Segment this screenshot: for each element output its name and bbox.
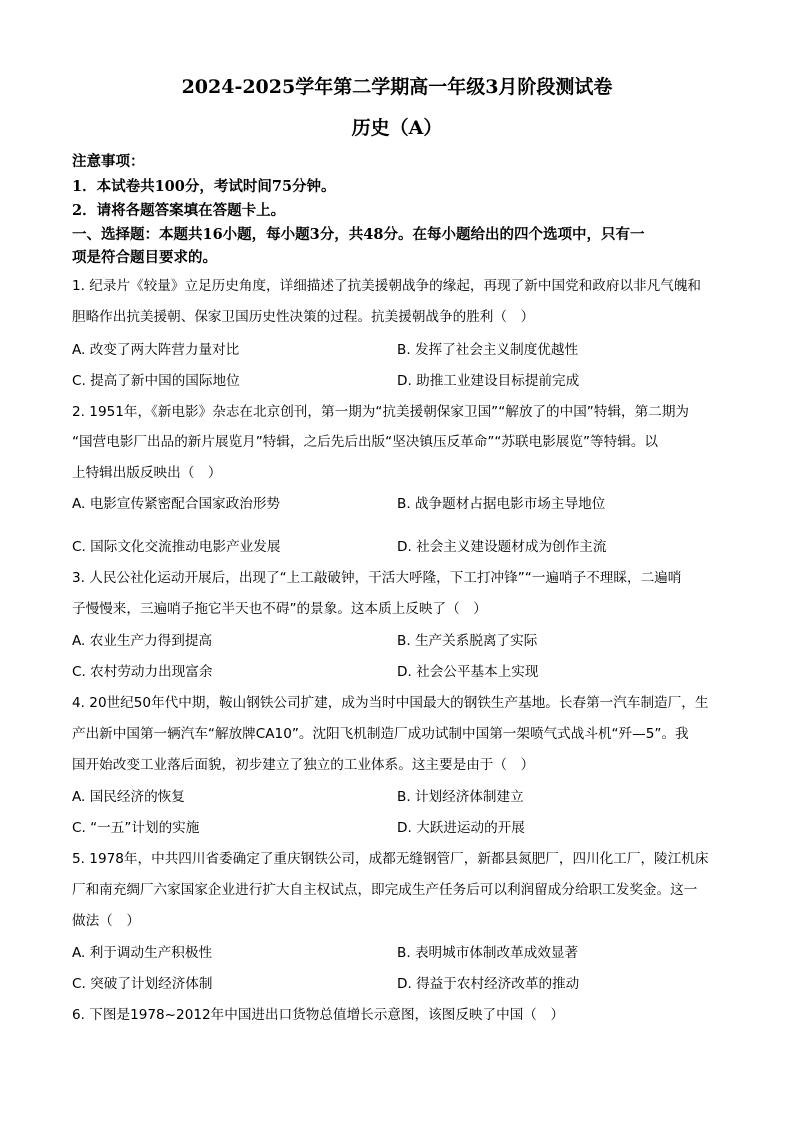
question-5-option-a: A. 利于调动生产积极性 [72, 945, 213, 961]
question-4-text: 4. 20世纪50年代中期，鞍山钢铁公司扩建，成为当时中国最大的钢铁生产基地。长春第一汽车制造厂，生 [72, 695, 709, 711]
question-2-text: “国营电影厂出品的新片展览月”特辑，之后先后出版“坚决镇压反革命”“苏联电影展览”等特辑。以 [72, 434, 659, 450]
note-item: 2．请将各题答案填在答题卡上。 [72, 202, 286, 219]
question-1-text: 胆略作出抗美援朝、保家卫国历史性决策的过程。抗美援朝战争的胜利（ ） [72, 309, 535, 325]
exam-title: 2024-2025学年第二学期高一年级3月阶段测试卷 [181, 76, 613, 98]
question-5-option-c: C. 突破了计划经济体制 [72, 976, 213, 992]
note-item: 1．本试卷共100分，考试时间75分钟。 [72, 178, 336, 195]
question-2-option-c: C. 国际文化交流推动电影产业发展 [72, 539, 281, 555]
question-4-option-d: D. 大跃进运动的开展 [397, 820, 525, 836]
question-4-option-c: C. “一五”计划的实施 [72, 820, 200, 836]
question-1-option-a: A. 改变了两大阵营力量对比 [72, 342, 240, 358]
question-5-option-d: D. 得益于农村经济改革的推动 [397, 976, 580, 992]
question-3-text: 子慢慢来，三遍哨子拖它半天也不碍”的景象。这本质上反映了（ ） [72, 601, 487, 617]
question-1-option-c: C. 提高了新中国的国际地位 [72, 373, 240, 389]
notes-heading: 注意事项： [72, 153, 145, 170]
question-3-text: 3. 人民公社化运动开展后，出现了“上工敲破钟，干活大呼隆，下工打冲锋”“一遍哨子不理睬，二遍哨 [72, 570, 682, 586]
question-2-option-b: B. 战争题材占据电影市场主导地位 [397, 496, 606, 512]
question-3-option-b: B. 生产关系脱离了实际 [397, 633, 538, 649]
question-5-text: 5. 1978年，中共四川省委确定了重庆钢铁公司，成都无缝钢管厂，新都县氮肥厂，四川化工厂，陵江机床 [72, 851, 709, 867]
question-3-option-a: A. 农业生产力得到提高 [72, 633, 213, 649]
question-4-option-a: A. 国民经济的恢复 [72, 789, 185, 805]
question-1-text: 1. 纪录片《较量》立足历史角度，详细描述了抗美援朝战争的缘起，再现了新中国党和政府以非凡气魄和 [72, 278, 702, 294]
section-instruction: 一、选择题：本题共16小题，每小题3分，共48分。在每小题给出的四个选项中，只有一 [72, 226, 645, 243]
question-2-option-d: D. 社会主义建设题材成为创作主流 [397, 539, 607, 555]
question-3-option-c: C. 农村劳动力出现富余 [72, 664, 213, 680]
question-4-text: 产出新中国第一辆汽车“解放牌CA10”。沈阳飞机制造厂成功试制中国第一架喷气式战斗机“歼—5”。我 [72, 726, 689, 742]
question-2-text: 2. 1951年，《新电影》杂志在北京创刊，第一期为“抗美援朝保家卫国”“解放了的中国”特辑，第二期为 [72, 404, 690, 420]
question-5-option-b: B. 表明城市体制改革成效显著 [397, 945, 579, 961]
question-1-option-b: B. 发挥了社会主义制度优越性 [397, 342, 579, 358]
question-2-text: 上特辑出版反映出（ ） [72, 465, 222, 481]
question-1-option-d: D. 助推工业建设目标提前完成 [397, 373, 580, 389]
question-4-text: 国开始改变工业落后面貌，初步建立了独立的工业体系。这主要是由于（ ） [72, 757, 535, 773]
question-5-text: 做法（ ） [72, 913, 140, 929]
subject-title: 历史（A） [351, 117, 443, 139]
question-6-text: 6. 下图是1978~2012年中国进出口货物总值增长示意图，该图反映了中国（ ） [72, 1007, 565, 1023]
section-instruction: 项是符合题目要求的。 [72, 249, 217, 266]
question-2-option-a: A. 电影宣传紧密配合国家政治形势 [72, 496, 281, 512]
question-3-option-d: D. 社会公平基本上实现 [397, 664, 539, 680]
question-4-option-b: B. 计划经济体制建立 [397, 789, 524, 805]
question-5-text: 厂和南充绸厂六家国家企业进行扩大自主权试点，即完成生产任务后可以利润留成分给职工发奖金。这一 [72, 882, 698, 898]
